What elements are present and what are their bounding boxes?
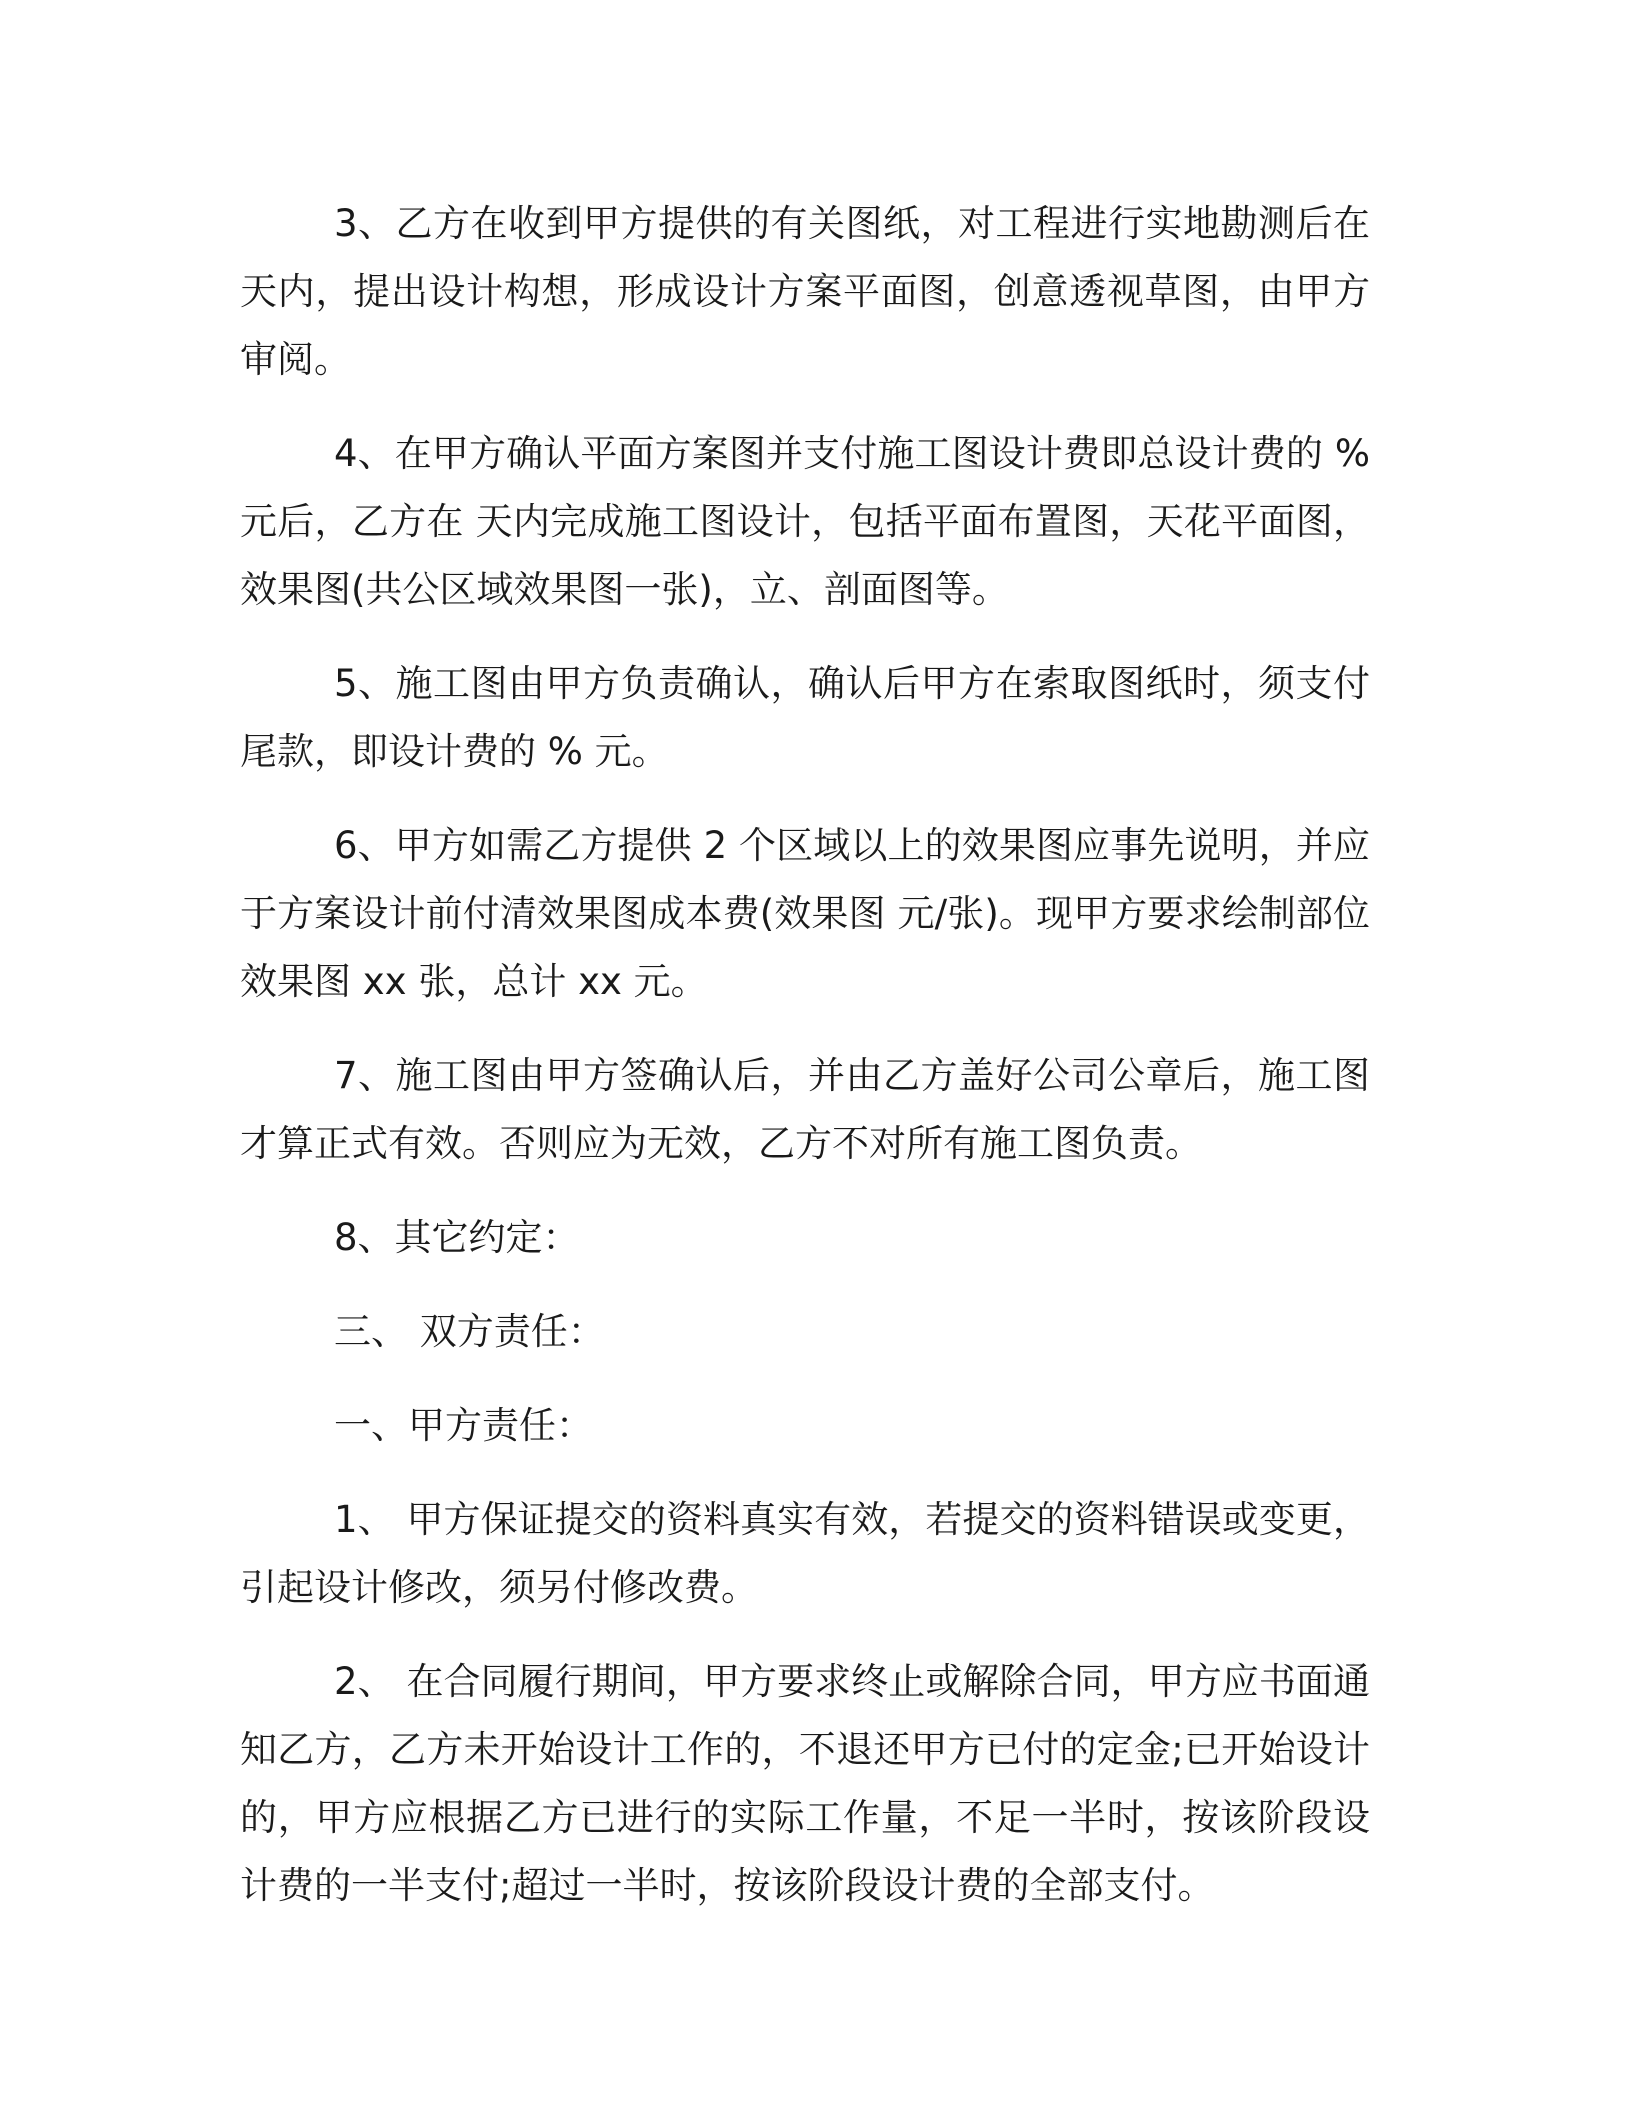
document-body <box>240 190 1370 1946</box>
clause-8: 8、其它约定： <box>334 1216 580 1259</box>
clause-3: 3、乙方在收到甲方提供的有关图纸，对工程进行实地勘测后在 天内，提出设计构想，形成设计方案平面图，创意透视草图，由甲方审阅。 <box>240 202 1370 381</box>
section-heading-responsibilities: 三、 双方责任： <box>334 1310 605 1353</box>
party-a-item-1: 1、 甲方保证提交的资料真实有效，若提交的资料错误或变更，引起设计修改，须另付修改费。 <box>240 1498 1370 1609</box>
party-a-item-2: 2、 在合同履行期间，甲方要求终止或解除合同，甲方应书面通知乙方，乙方未开始设计工作的，不退还甲方已付的定金;已开始设计的，甲方应根据乙方已进行的实际工作量，不足一半时，按该阶段设计费的一半支付;超过一半时，按该阶段设计费的全部支付。 <box>240 1660 1370 1907</box>
clause-5: 5、施工图由甲方负责确认，确认后甲方在索取图纸时，须支付尾款，即设计费的 % 元。 <box>240 662 1370 773</box>
clause-7: 7、施工图由甲方签确认后，并由乙方盖好公司公章后，施工图才算正式有效。否则应为无效，乙方不对所有施工图负责。 <box>240 1054 1370 1165</box>
clause-4: 4、在甲方确认平面方案图并支付施工图设计费即总设计费的 % 元后，乙方在 天内完成施工图设计，包括平面布置图，天花平面图，效果图(共公区域效果图一张)，立、剖面图等。 <box>240 432 1370 611</box>
subsection-heading-party-a: 一、甲方责任： <box>334 1404 593 1447</box>
clause-6: 6、甲方如需乙方提供 2 个区域以上的效果图应事先说明，并应于方案设计前付清效果图成本费(效果图 元/张)。现甲方要求绘制部位效果图 xx 张，总计 xx 元。 <box>240 824 1370 1003</box>
